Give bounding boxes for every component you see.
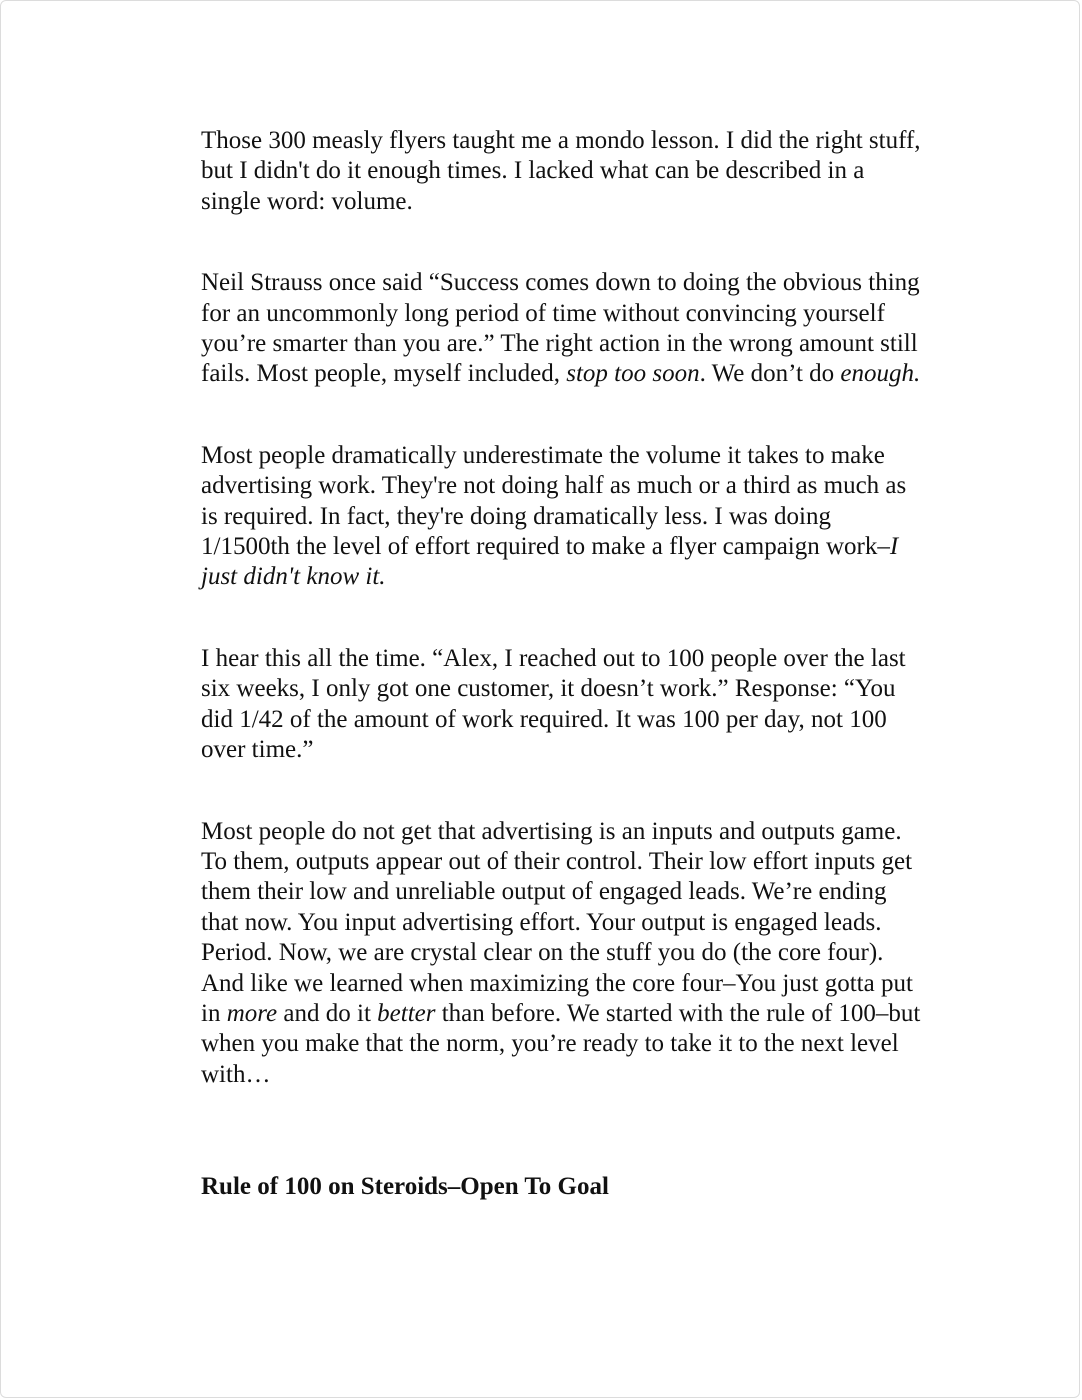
paragraph-text: Those 300 measly flyers taught me a mondo lesson. I did the right stuff, but I didn't do it enough times. I lacked what can be described in a single word: volume.: [201, 127, 921, 215]
paragraph-volume-lesson: [201, 126, 921, 217]
paragraph-underestimate-volume: [201, 441, 921, 593]
paragraph-text: and do it: [277, 999, 378, 1027]
paragraph-text: I hear this all the time. “Alex, I reached out to 100 people over the last six weeks, I only got one customer, it doesn’t work.” Response: “You did 1/42 of the amount of work required. It was 100 per day, not 100 over time.”: [201, 644, 906, 764]
emphasis-text: better: [377, 999, 436, 1027]
document-body: [201, 126, 921, 1203]
paragraph-text: than before. We started with the rule of 100–but when you make that the norm, you’re ready to take it to the next level with…: [201, 999, 921, 1088]
paragraph-neil-strauss-quote: [201, 268, 921, 390]
paragraph-text: Neil Strauss once said “Success comes down to doing the obvious thing for an uncommonly long period of time without convincing yourself you’re smarter than you are.” The right action in the wrong amount still fails. Most people, myself included,: [201, 269, 920, 388]
emphasis-text: I just didn't know it.: [201, 533, 899, 591]
paragraph-text: Most people do not get that advertising is an inputs and outputs game. To them, outputs appear out of their control. Their low effort inputs get them their low and unreliable output of engaged leads. We’re ending that now. You input advertising effort. Your output is engaged leads. Period. Now, we are crystal clear on the stuff you do (the core four). And like we learned when maximizing the core four–You just gotta put in: [201, 817, 913, 1027]
section-heading: Rule of 100 on Steroids–Open To Goal: [201, 1173, 609, 1201]
emphasis-text: stop too soon: [566, 360, 700, 388]
emphasis-text: enough.: [840, 360, 921, 388]
paragraph-alex-example: [201, 644, 921, 766]
paragraph-text: . We don’t do: [699, 360, 841, 388]
paragraph-inputs-outputs: [201, 817, 921, 1091]
paragraph-text: Most people dramatically underestimate the volume it takes to make advertising work. They're not doing half as much or a third as much as is required. In fact, they're doing dramatically less. I was doing 1/1500th the level of effort required to make a flyer campaign work–: [201, 441, 907, 561]
emphasis-text: more: [226, 999, 278, 1027]
